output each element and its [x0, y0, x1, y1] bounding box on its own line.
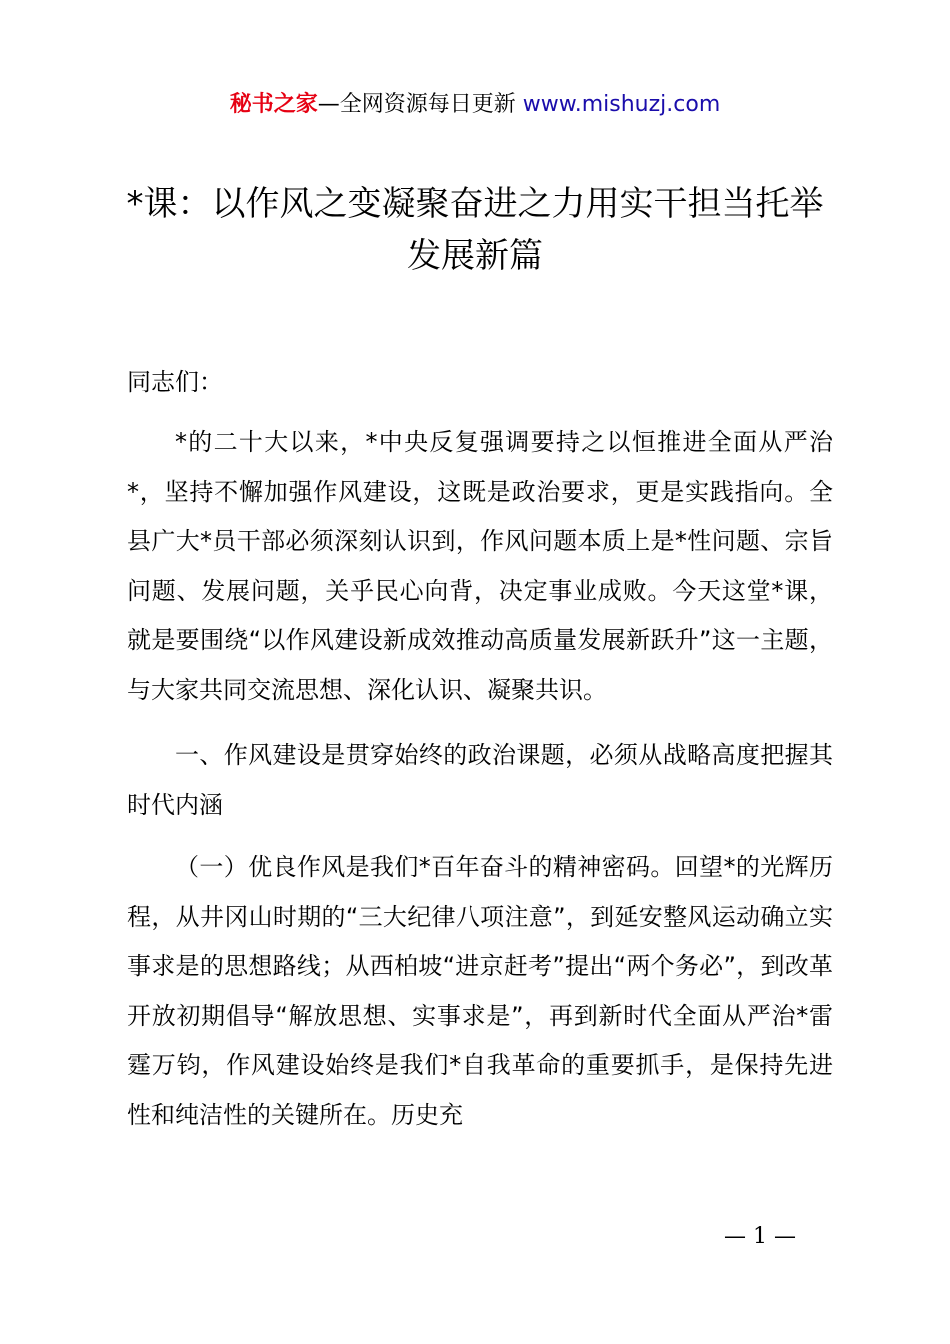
header-tagline: —全网资源每日更新 — [317, 92, 523, 117]
site-header — [0, 90, 950, 120]
paragraph-subsection-one: （一）优良作风是我们*百年奋斗的精神密码。回望*的光辉历程，从井冈山时期的“三大纪律八项注意”，到延安整风运动确立实事求是的思想路线；从西柏坡“进京赶考”提出“两个务必”，到改革开放初期倡导“解放思想、实事求是”，再到新时代全面从严治*雷霆万钧，作风建设始终是我们*自我革命的重要抓手，是保持先进性和纯洁性的关键所在。历史充 — [127, 853, 833, 1129]
brand-name: 秘书之家 — [229, 92, 318, 117]
page-number: — 1 — — [724, 1224, 796, 1249]
document-title: *课：以作风之变凝聚奋进之力用实干担当托举发展新篇 — [126, 184, 824, 276]
section-heading: 一、作风建设是贯穿始终的政治课题，必须从战略高度把握其时代内涵 — [127, 741, 833, 819]
salutation: 同志们： — [127, 368, 223, 396]
site-url-link[interactable]: www.mishuzj.com — [522, 92, 721, 117]
paragraph-intro: *的二十大以来，*中央反复强调要持之以恒推进全面从严治*，坚持不懈加强作风建设，这既是政治要求，更是实践指向。全县广大*员干部必须深刻认识到，作风问题本质上是*性问题、宗旨问题、发展问题，关乎民心向背，决定事业成败。今天这堂*课，就是要围绕“以作风建设新成效推动高质量发展新跃升”这一主题，与大家共同交流思想、深化认识、凝聚共识。 — [127, 428, 833, 704]
